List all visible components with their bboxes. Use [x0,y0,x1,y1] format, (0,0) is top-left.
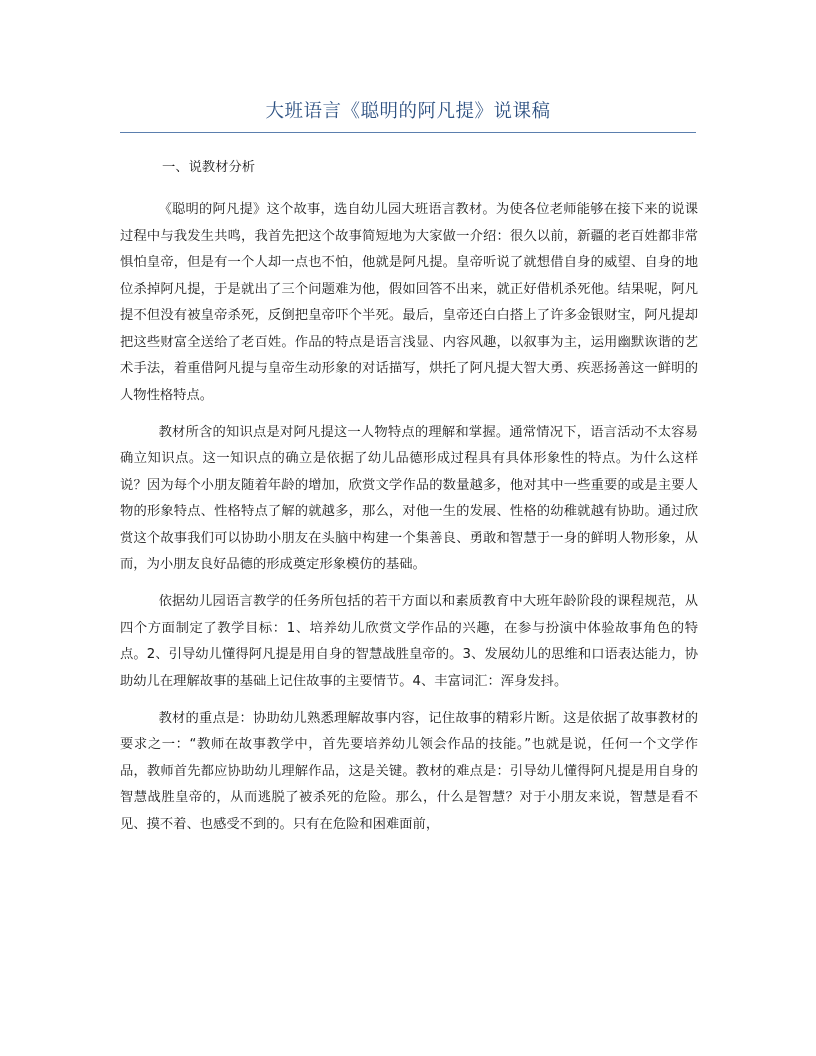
paragraph-4: 教材的重点是：协助幼儿熟悉理解故事内容，记住故事的精彩片断。这是依据了故事教材的要求之一：“教师在故事教学中，首先要培养幼儿领会作品的技能。”也就是说，任何一个文学作品，教师首先都应协助幼儿理解作品，这是关键。教材的难点是：引导幼儿懂得阿凡提是用自身的智慧战胜皇帝的，从而逃脱了被杀死的危险。那么，什么是智慧？对于小朋友来说，智慧是看不见、摸不着、也感受不到的。只有在危险和困难面前， [120,710,698,832]
document-title: 大班语言《聪明的阿凡提》说课稿 [265,101,551,122]
document-body [120,197,698,849]
paragraph-3: 依据幼儿园语言教学的任务所包括的若干方面以和素质教育中大班年龄阶段的课程规范，从四个方面制定了教学目标：1、培养幼儿欣赏文学作品的兴趣，在参与扮演中体验故事角色的特点。2、引导幼儿懂得阿凡提是用自身的智慧战胜皇帝的。3、发展幼儿的思维和口语表达能力，协助幼儿在理解故事的基础上记住故事的主要情节。4、丰富词汇：浑身发抖。 [120,594,698,689]
section-heading: 一、说教材分析 [162,160,256,175]
paragraph-2: 教材所含的知识点是对阿凡提这一人物特点的理解和掌握。通常情况下，语言活动不太容易确立知识点。这一知识点的确立是依据了幼儿品德形成过程具有具体形象性的特点。为什么这样说？因为每个小朋友随着年龄的增加，欣赏文学作品的数量越多，他对其中一些重要的或是主要人物的形象特点、性格特点了解的就越多，那么，对他一生的发展、性格的幼稚就越有协助。通过欣赏这个故事我们可以协助小朋友在头脑中构建一个集善良、勇敢和智慧于一身的鲜明人物形象，从而，为小朋友良好品德的形成奠定形象模仿的基础。 [120,424,698,572]
title-divider [120,132,696,133]
paragraph-1: 《聪明的阿凡提》这个故事，选自幼儿园大班语言教材。为使各位老师能够在接下来的说课过程中与我发生共鸣，我首先把这个故事简短地为大家做一介绍：很久以前，新疆的老百姓都非常惧怕皇帝，但是有一个人却一点也不怕，他就是阿凡提。皇帝听说了就想借自身的威望、自身的地位杀掉阿凡提，于是就出了三个问题难为他，假如回答不出来，就正好借机杀死他。结果呢，阿凡提不但没有被皇帝杀死，反倒把皇帝吓个半死。最后，皇帝还白白搭上了许多金银财宝，阿凡提却把这些财富全送给了老百姓。作品的特点是语言浅显、内容风趣，以叙事为主，运用幽默诙谐的艺术手法，着重借阿凡提与皇帝生动形象的对话描写，烘托了阿凡提大智大勇、疾恶扬善这一鲜明的人物性格特点。 [120,202,698,403]
